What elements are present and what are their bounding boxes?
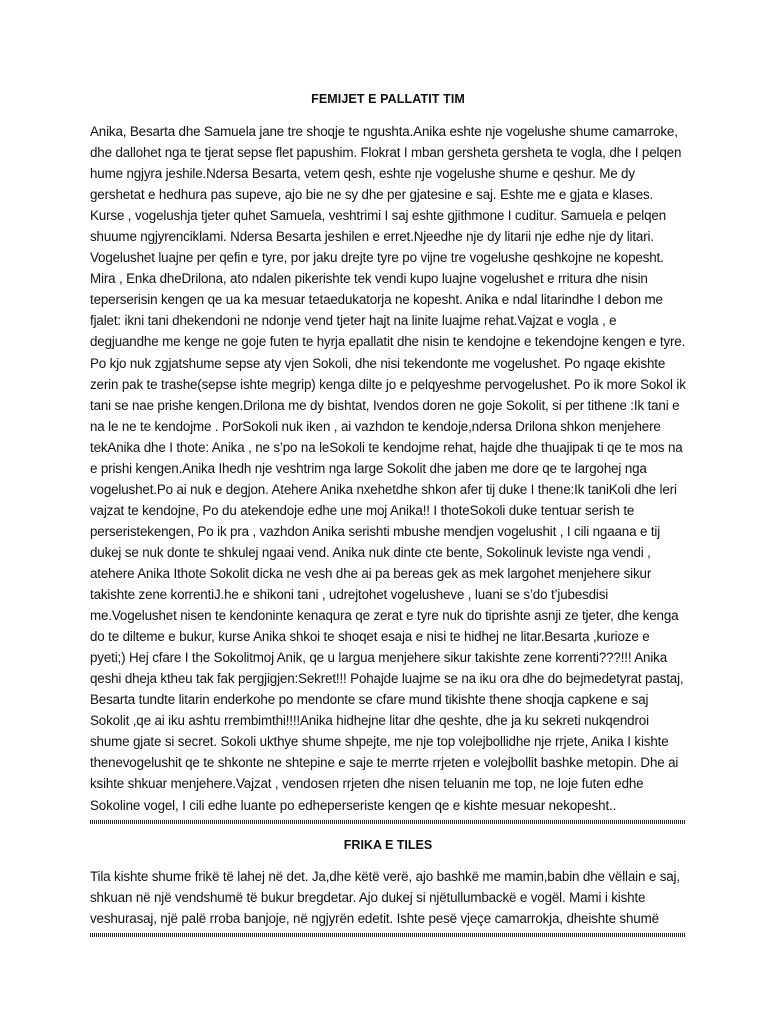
dotted-divider-bottom [90, 933, 686, 937]
second-story-title: FRIKA E TILES [343, 837, 433, 852]
story-body: Anika, Besarta dhe Samuela jane tre shoqje te ngushta.Anika eshte nje vogelushe shume camarroke, dhe dallohet nga te tjerat sepse flet papushim. Flokrat I mban gersheta gersheta te vogla, dhe I pelqen hume ngjyra jeshile.Ndersa Besarta, vetem qesh, eshte nje vogelushe shume e qeshur. Me dy gershetat e hedhura pas supeve, ajo bie ne sy dhe per gjatesine e saj. Eshte me e gjata e klases. Kurse , vogelushja tjeter quhet Samuela, veshtrimi I saj eshte gjithmone I cuditur. Samuela e pelqen shuume ngjyrenciklami. Ndersa Besarta jeshilen e erret.Njeedhe nje dy litarii nje edhe nje dy litari. Vogelushet luajne per qefin e tyre, por jaku drejte tyre po vijne tre vogelushe qeshkojne ne kopesht. Mira , Enka dheDrilona, ato ndalen pikerishte tek vendi kupo luajne vogelushet e rritura dhe nisin teperserisin kengen qe ua ka mesuar tetaedukatorja ne kopesht. Anika e ndal litarindhe I debon me fjalet: ikni tani dhekendoni ne ndonje vend tjeter hajt na linite luajme rehat.Vajzat e vogla , e degjuandhe me kenge ne goje futen te hyrja epallatit dhe nisin te kendojne e tekendojne kengen e tyre. Po kjo nuk zgjatshume sepse aty vjen Sokoli, dhe nisi tekendonte me vogelushet. Po ngaqe ekishte zerin pak te trashe(sepse ishte megrip) kenga dilte jo e pelqyeshme pervogelushet. Po ik more Sokol ik tani se nae prishe kengen.Drilona me dy bishtat, Ivendos doren ne goje Sokolit, si per tithene :Ik tani e na le ne te kendojme . PorSokoli nuk iken , ai vazhdon te kendoje,ndersa Drilona shkon menjehere tekAnika dhe I thote: Anika , ne s’po na leSokoli te kendojme rehat, hajde dhe thuajipak ti qe te mos na e prishi kengen.Anika Ihedh nje veshtrim nga large Sokolit dhe jaben me dore qe te largohej nga vogelushet.Po ai nuk e degjon. Atehere Anika nxehetdhe shkon afer tij duke I thene:Ik taniKoli dhe leri vajzat te kendojne, Po du atekendoje edhe une moj Anika!! I thoteSokoli duke tentuar serish te perseristekengen, Po ik pra , vazhdon Anika serishti mbushe mendjen vogelushit , I cili ngaana e tij dukej se nuk donte te shkulej ngaai vend. Anika nuk dinte cte bente, Sokolinuk leviste nga vendi , atehere Anika Ithote Sokolit dicka ne vesh dhe ai pa bereas gek as mek largohet menjehere sikur takishte zene korrentiJ.he e shikoni tani , udrejtohet vogelusheve , luani se s’do t’jubesdisi me.Vogelushet nisen te kendoninte kenaqura qe zerat e tyre nuk do tiprishte asnji ze tjeter, dhe kenga do te dilteme e bukur, kurse Anika shkoi te shoqet esaja e nisi te hidhej ne litar.Besarta ,kurioze e pyeti;) Hej cfare I the Sokolitmoj Anik, qe u largua menjehere sikur takishte zene korrenti???!!! Anika qeshi dheja ktheu tak fak pergjigjen:Sekret!!! Pohajde luajme se na iku ora dhe do bejmedetyrat pastaj, Besarta tundte litarin enderkohe po mendonte se cfare mund tikishte thene shoqja capkene e saj Sokolit ,qe ai iku ashtu rrembimthi!!!!Anika hidhejne litar dhe qeshte, dhe ja ku sekreti nukqendroi shume gjate si secret. Sokoli ukthye shume shpejte, me nje top volejbollidhe nje rrjete, Anika I kishte thenevogelushit qe te shkonte ne shtepine e saje te merrte rrjeten e volejbollit bashke metopin. Dhe ai ksihte shkuar menjehere.Vajzat , vendosen rrjeten dhe nisen teluanin me top, ne loje futen edhe Sokoline vogel, I cili edhe luante po edheperseriste kengen qe e kishte mesuar nekopesht.. [90, 124, 686, 813]
document-page [90, 92, 686, 937]
dotted-divider [90, 820, 686, 824]
story-title: FEMIJET E PALLATIT TIM [311, 92, 465, 106]
second-story-body: Tila kishte shume frikë të lahej në det. Ja,dhe këtë verë, ajo bashkë me mamin,babin dhe vëllain e saj, shkuan në një vendshumë të bukur bregdetar. Ajo dukej si njëtullumbackë e vogël. Mami i kishte veshurasaj, një palë rroba banjoje, në ngjyrën edetit. Ishte pesë vjeçe camarrokja, dheishte shumë [90, 868, 680, 926]
